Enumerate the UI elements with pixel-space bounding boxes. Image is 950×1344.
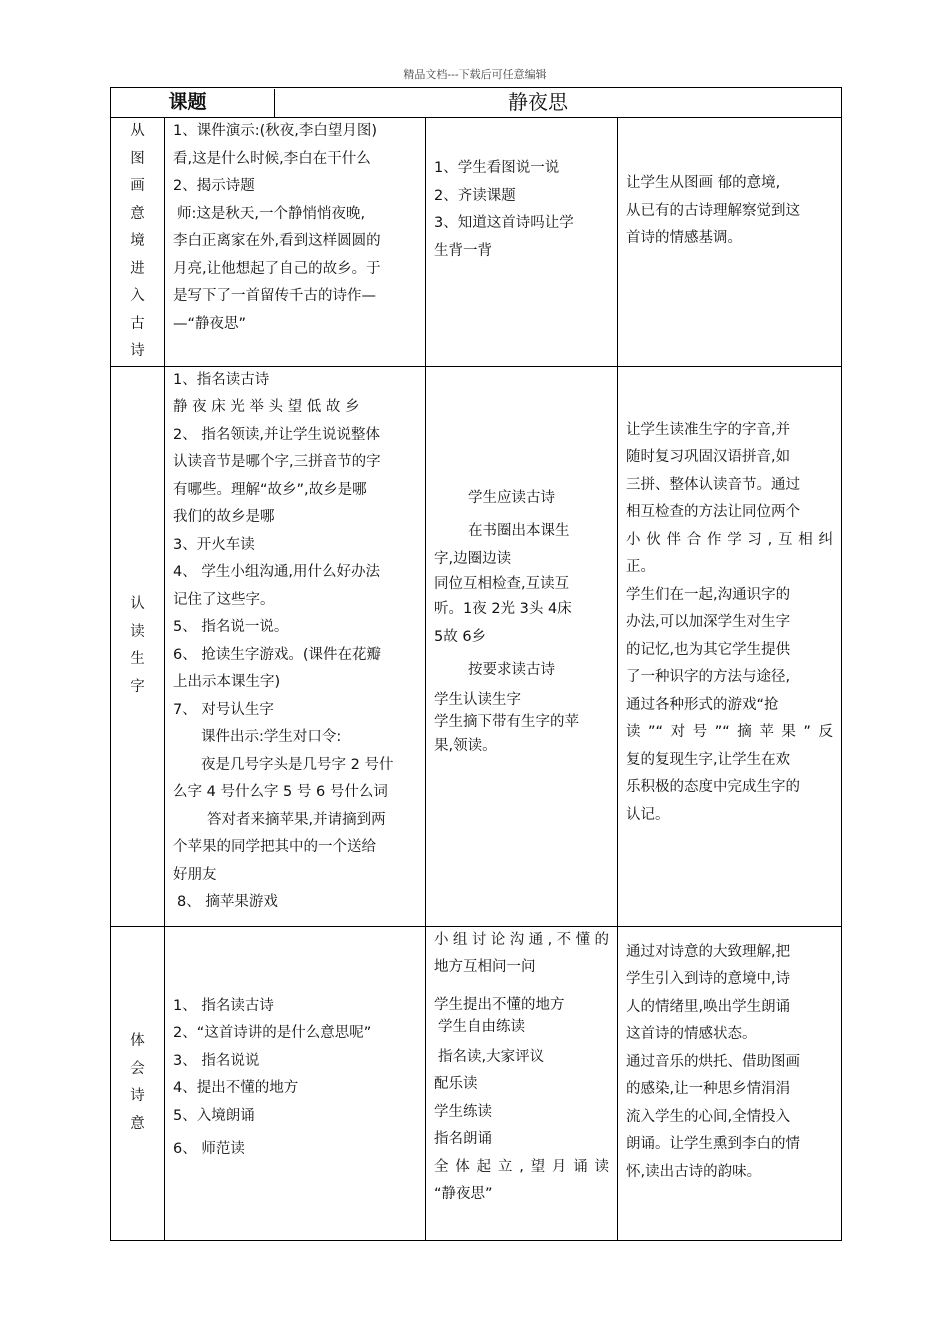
stage-row-3	[111, 926, 842, 1240]
stage-row-2	[111, 366, 842, 926]
stage-row-1	[111, 118, 842, 367]
design-purpose: 通过对诗意的大致理解,把 学生引入到诗的意境中,诗 人的情绪里,唤出学生朗诵 这首诗的情感状态。 通过音乐的烘托、借助图画 的感染,让一种思乡情涓涓 流入学生的心间,全情投入 朗诵。让学生熏到李白的情 怀,读出古诗的韵味。	[618, 926, 842, 1240]
topic-label: 课题	[111, 89, 275, 117]
title-row	[111, 88, 842, 118]
student-activity: 学生应读古诗 在书圈出本课生 字,边圈边读 同位互相检查,互读互 听。1夜 2光 3头 4床 5故 6乡 按要求读古诗 学生认读生字 学生摘下带有生字的苹 果,领读。	[426, 366, 618, 926]
lesson-plan-table	[110, 87, 842, 1241]
design-purpose: 让学生从图画 郁的意境, 从已有的古诗理解察觉到这 首诗的情感基调。	[618, 118, 842, 367]
stage-label: 体会诗意	[111, 926, 165, 1240]
design-purpose: 让学生读准生字的字音,并 随时复习巩固汉语拼音,如 三拼、整体认读音节。通过 相互检查的方法让同位两个 小伙伴合作学习,互相纠 正。 学生们在一起,沟通识字的 办法,可以加深学生对生字 的记忆,也为其它学生提供 了一种识字的方法与途径, 通过各种形式的游戏“抢 读”“对号”“摘苹果”反 复的复现生字,让学生在欢 乐积极的态度中完成生字的 认记。	[618, 366, 842, 926]
teacher-activity: 1、 指名读古诗 2、“这首诗讲的是什么意思呢” 3、 指名说说 4、提出不懂的地方 5、入境朗诵 6、 师范读	[165, 926, 426, 1240]
stage-label: 认读生字	[111, 366, 165, 926]
watermark: 精品文档---下载后可任意编辑	[403, 68, 547, 81]
teacher-activity: 1、指名读古诗 静 夜 床 光 举 头 望 低 故 乡 2、 指名领读,并让学生说说整体 认读音节是哪个字,三拼音节的字 有哪些。理解“故乡”,故乡是哪 我们的故乡是哪 3、开火车读 4、 学生小组沟通,用什么好办法 记住了这些字。 5、 指名说一说。 6、 抢读生字游戏。(课件在花瓣 上出示本课生字) 7、 对号认生字 课件出示:学生对口令: 夜是几号字头是几号字 2 号什 么字 4 号什么字 5 号 6 号什么词 答对者来摘苹果,并请摘到两 个苹果的同学把其中的一个送给 好朋友 8、 摘苹果游戏	[165, 366, 426, 926]
teacher-activity: 1、课件演示:(秋夜,李白望月图) 看,这是什么时候,李白在干什么 2、揭示诗题 师:这是秋天,一个静悄悄夜晚, 李白正离家在外,看到这样圆圆的 月亮,让他想起了自己的故乡。于 是写下了一首留传千古的诗作— —“静夜思”	[165, 118, 426, 367]
stage-label: 从图画意境进入古诗	[111, 118, 165, 367]
student-activity: 小组讨论沟通,不懂的 地方互相问一问 学生提出不懂的地方 学生自由练读 指名读,大家评议 配乐读 学生练读 指名朗诵 全体起立,望月诵读 “静夜思”	[426, 926, 618, 1240]
student-activity: 1、学生看图说一说 2、齐读课题 3、知道这首诗吗让学 生背一背	[426, 118, 618, 367]
lesson-title: 静夜思	[508, 89, 568, 114]
